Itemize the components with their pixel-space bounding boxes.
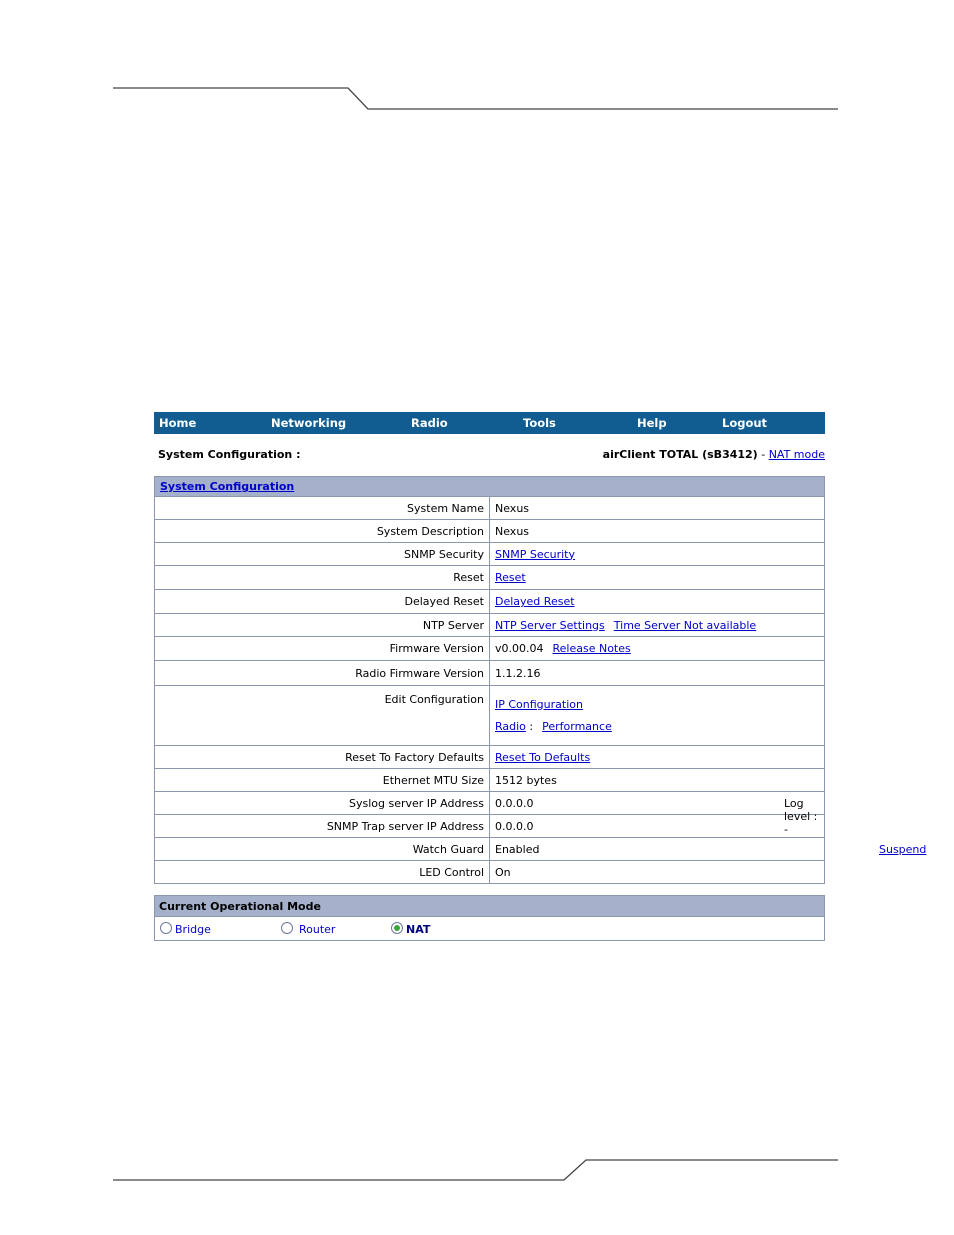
row-label: Reset To Factory Defaults <box>155 746 490 769</box>
row-label: System Name <box>155 497 490 520</box>
ntp-server-settings-link[interactable]: NTP Server Settings <box>495 618 605 632</box>
radio-colon: : <box>525 719 534 733</box>
delayed-reset-link[interactable]: Delayed Reset <box>495 595 575 608</box>
row-label: LED Control <box>155 861 490 884</box>
row-label: Radio Firmware Version <box>155 661 490 686</box>
table-row <box>155 566 825 590</box>
table-row <box>155 792 825 815</box>
row-label: SNMP Trap server IP Address <box>155 815 490 838</box>
snmp-trap-ip-value: 0.0.0.0 <box>490 815 825 838</box>
mode-option-router[interactable] <box>281 922 335 936</box>
firmware-version-value: v0.00.04 <box>495 642 544 655</box>
nav-help[interactable]: Help <box>637 416 667 430</box>
row-label: Reset <box>155 566 490 590</box>
system-description-value: Nexus <box>490 520 825 543</box>
nav-home[interactable]: Home <box>159 416 197 430</box>
table-row <box>155 543 825 566</box>
syslog-ip-value: 0.0.0.0 <box>495 796 534 810</box>
table-row <box>155 746 825 769</box>
mode-label-bridge: Bridge <box>175 923 211 936</box>
release-notes-link[interactable]: Release Notes <box>552 642 631 655</box>
config-table-header <box>155 477 825 497</box>
table-row <box>155 769 825 792</box>
table-row <box>155 614 825 637</box>
mode-label-router: Router <box>299 923 336 936</box>
main-nav-bar <box>154 412 825 434</box>
product-name: airClient TOTAL (sB3412) <box>602 448 758 461</box>
row-label: Firmware Version <box>155 637 490 661</box>
radio-router[interactable] <box>281 922 293 934</box>
table-row <box>155 661 825 686</box>
table-row <box>155 838 825 861</box>
mtu-value: 1512 bytes <box>490 769 825 792</box>
nat-mode-link[interactable]: NAT mode <box>768 448 825 461</box>
page-title: System Configuration : <box>158 448 301 461</box>
mode-label-nat: NAT <box>406 923 431 936</box>
system-config-header-link[interactable]: System Configuration <box>160 480 295 493</box>
radio-firmware-value: 1.1.2.16 <box>490 661 825 686</box>
table-row <box>155 686 825 746</box>
snmp-security-link[interactable]: SNMP Security <box>495 547 576 561</box>
mode-option-nat[interactable] <box>391 922 430 936</box>
row-label: SNMP Security <box>155 543 490 566</box>
row-label: Delayed Reset <box>155 590 490 614</box>
radio-config-link[interactable]: Radio <box>495 719 526 733</box>
mode-options <box>155 917 824 940</box>
page-title-bar <box>154 446 825 464</box>
operational-mode-header: Current Operational Mode <box>155 896 825 917</box>
mode-option-bridge[interactable] <box>160 922 211 936</box>
led-control-value: On <box>490 861 825 884</box>
row-label: Edit Configuration <box>155 686 490 746</box>
nav-networking[interactable]: Networking <box>271 416 347 430</box>
nav-tools[interactable]: Tools <box>523 416 556 430</box>
reset-link[interactable]: Reset <box>495 571 526 584</box>
row-label: NTP Server <box>155 614 490 637</box>
table-row <box>155 637 825 661</box>
system-config-table <box>154 476 927 884</box>
radio-nat-selected[interactable] <box>391 922 403 934</box>
table-row <box>155 520 825 543</box>
row-label: Syslog server IP Address <box>155 792 490 815</box>
table-row <box>155 861 825 884</box>
ip-configuration-link[interactable]: IP Configuration <box>495 697 583 711</box>
table-row <box>155 497 825 520</box>
title-separator: - <box>757 448 769 461</box>
nav-logout[interactable]: Logout <box>722 416 768 430</box>
row-label: Watch Guard <box>155 838 490 861</box>
row-label: System Description <box>155 520 490 543</box>
system-name-value: Nexus <box>490 497 825 520</box>
performance-link[interactable]: Performance <box>542 719 612 733</box>
reset-to-defaults-link[interactable]: Reset To Defaults <box>495 750 591 764</box>
nav-radio[interactable]: Radio <box>411 416 448 430</box>
table-row <box>155 815 825 838</box>
watch-guard-value: Enabled <box>495 842 540 856</box>
row-label: Ethernet MTU Size <box>155 769 490 792</box>
suspend-link[interactable]: Suspend <box>879 843 927 856</box>
operational-mode-table <box>154 895 825 941</box>
radio-bridge[interactable] <box>160 922 172 934</box>
table-row <box>155 590 825 614</box>
log-level-text: Log level : - <box>784 797 818 836</box>
product-info <box>603 448 825 461</box>
time-server-link[interactable]: Time Server Not available <box>613 618 757 632</box>
